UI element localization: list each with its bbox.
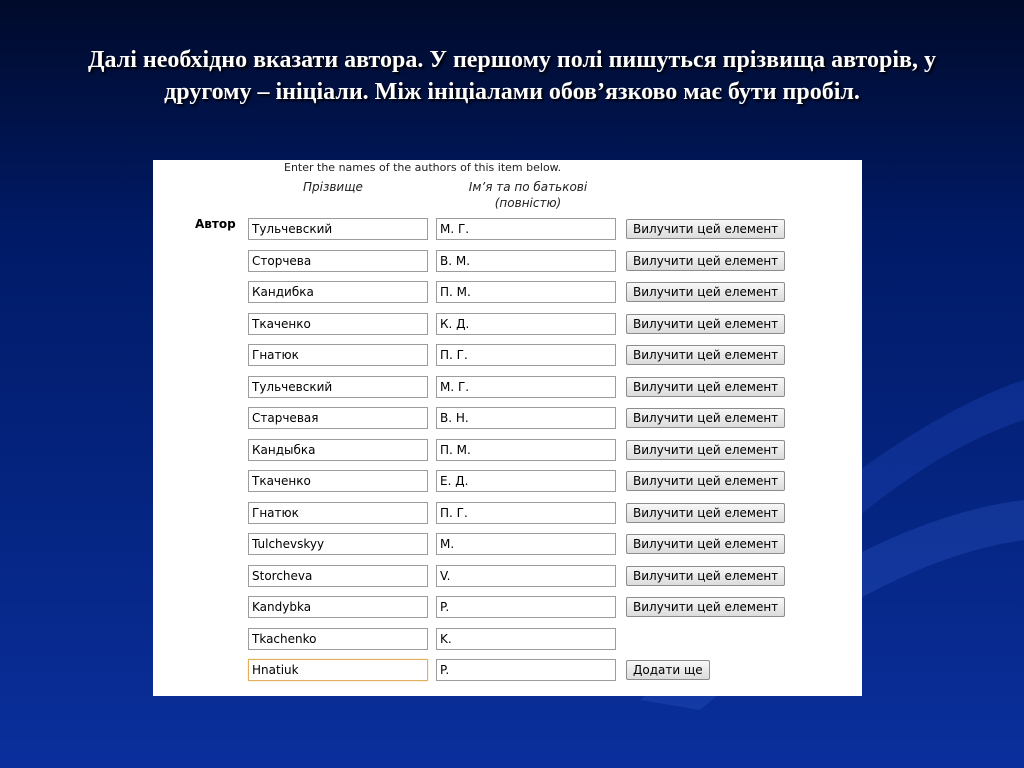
author-row <box>248 596 848 618</box>
author-form-screenshot <box>153 160 862 696</box>
remove-author-button[interactable]: Вилучити цей елемент <box>626 440 785 460</box>
author-last-name-input[interactable] <box>248 628 428 650</box>
author-last-name-input[interactable] <box>248 344 428 366</box>
author-row <box>248 250 848 272</box>
author-initials-input[interactable] <box>436 407 616 429</box>
last-name-column-header: Прізвище <box>303 180 363 194</box>
author-last-name-input[interactable] <box>248 250 428 272</box>
remove-author-button[interactable]: Вилучити цей елемент <box>626 503 785 523</box>
author-last-name-input[interactable] <box>248 565 428 587</box>
author-row <box>248 439 848 461</box>
author-row <box>248 218 848 240</box>
author-last-name-input[interactable] <box>248 376 428 398</box>
author-last-name-input[interactable] <box>248 439 428 461</box>
author-row <box>248 470 848 492</box>
author-row <box>248 344 848 366</box>
author-row <box>248 281 848 303</box>
remove-author-button[interactable]: Вилучити цей елемент <box>626 377 785 397</box>
remove-author-button[interactable]: Вилучити цей елемент <box>626 408 785 428</box>
author-initials-input[interactable] <box>436 565 616 587</box>
remove-author-button[interactable]: Вилучити цей елемент <box>626 251 785 271</box>
remove-author-button[interactable]: Вилучити цей елемент <box>626 597 785 617</box>
author-row <box>248 565 848 587</box>
author-row <box>248 659 848 681</box>
slide-title: Далі необхідно вказати автора. У першому полі пишуться прізвища авторів, у другому – ініціали. Між ініціалами обов’язково має бути пробіл. <box>88 47 936 105</box>
author-initials-input[interactable] <box>436 313 616 335</box>
author-initials-input[interactable] <box>436 470 616 492</box>
author-initials-input[interactable] <box>436 533 616 555</box>
remove-author-button[interactable]: Вилучити цей елемент <box>626 282 785 302</box>
author-row <box>248 407 848 429</box>
author-last-name-input[interactable] <box>248 596 428 618</box>
remove-author-button[interactable]: Вилучити цей елемент <box>626 566 785 586</box>
author-row-label: Автор <box>195 217 236 231</box>
author-initials-input[interactable] <box>436 250 616 272</box>
author-initials-input[interactable] <box>436 439 616 461</box>
form-intro-text: Enter the names of the authors of this item below. <box>284 161 562 174</box>
author-row <box>248 313 848 335</box>
author-initials-input[interactable] <box>436 344 616 366</box>
author-initials-input[interactable] <box>436 659 616 681</box>
author-row <box>248 502 848 524</box>
author-last-name-input[interactable] <box>248 407 428 429</box>
first-name-column-header: Ім’я та по батькові (повністю) <box>468 180 588 210</box>
remove-author-button[interactable]: Вилучити цей елемент <box>626 314 785 334</box>
remove-author-button[interactable]: Вилучити цей елемент <box>626 471 785 491</box>
author-initials-input[interactable] <box>436 628 616 650</box>
author-last-name-input[interactable] <box>248 218 428 240</box>
author-row <box>248 628 848 650</box>
author-row <box>248 533 848 555</box>
remove-author-button[interactable]: Вилучити цей елемент <box>626 534 785 554</box>
author-last-name-input[interactable] <box>248 502 428 524</box>
author-last-name-input[interactable] <box>248 533 428 555</box>
author-row <box>248 376 848 398</box>
author-initials-input[interactable] <box>436 502 616 524</box>
add-more-button[interactable]: Додати ще <box>626 660 710 680</box>
author-last-name-input[interactable] <box>248 470 428 492</box>
remove-author-button[interactable]: Вилучити цей елемент <box>626 219 785 239</box>
author-last-name-input[interactable] <box>248 659 428 681</box>
author-last-name-input[interactable] <box>248 313 428 335</box>
author-last-name-input[interactable] <box>248 281 428 303</box>
author-initials-input[interactable] <box>436 596 616 618</box>
author-initials-input[interactable] <box>436 281 616 303</box>
remove-author-button[interactable]: Вилучити цей елемент <box>626 345 785 365</box>
author-initials-input[interactable] <box>436 376 616 398</box>
author-initials-input[interactable] <box>436 218 616 240</box>
